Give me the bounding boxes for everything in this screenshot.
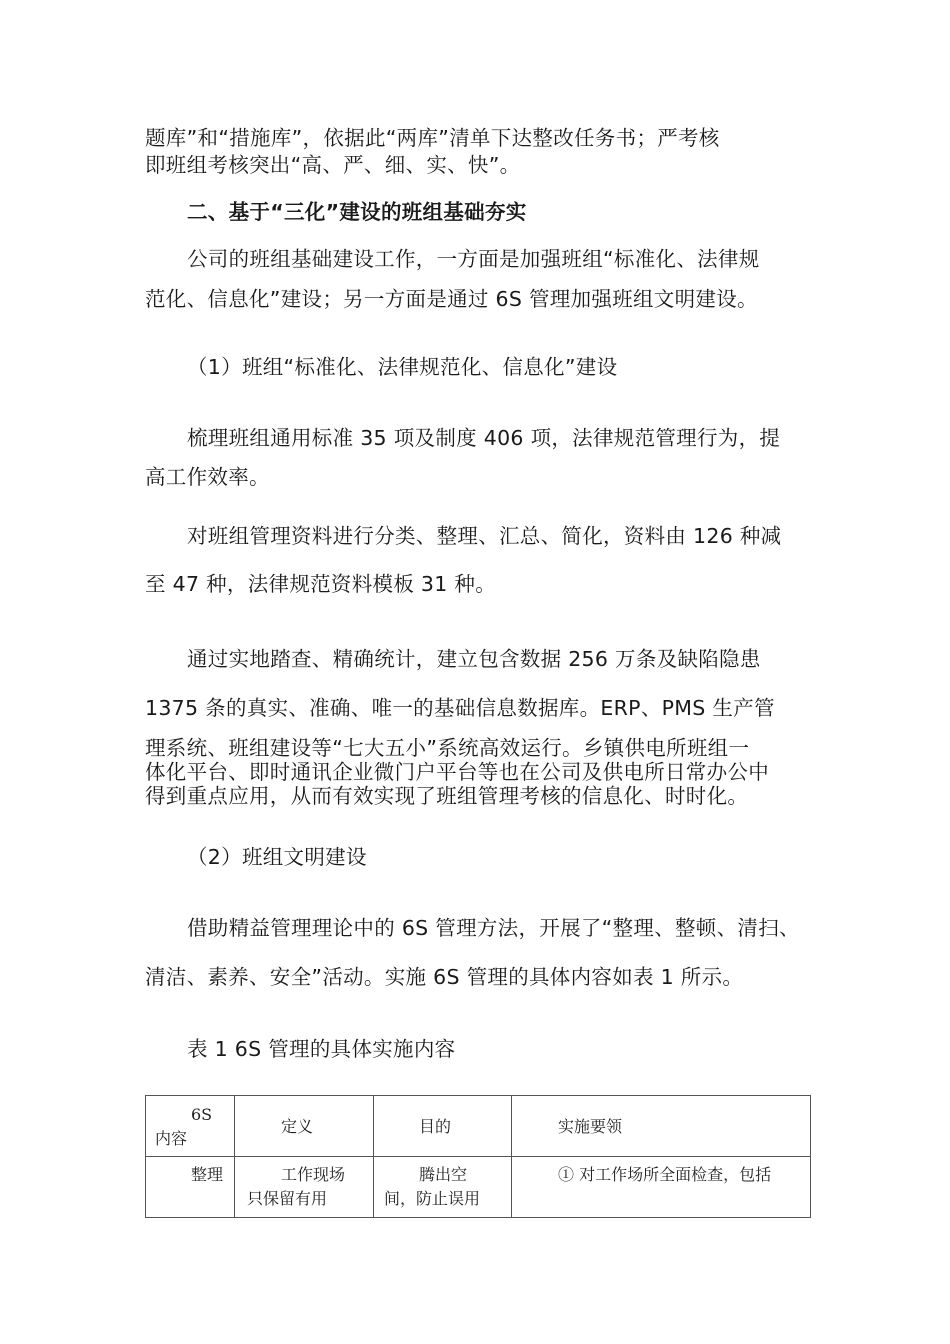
paragraph-line: 清洁、素养、安全”活动。实施 6S 管理的具体内容如表 1 所示。 <box>145 965 744 989</box>
table-cell: ① 对工作场所全面检查，包括 <box>512 1157 811 1218</box>
paragraph-line: 范化、信息化”建设；另一方面是通过 6S 管理加强班组文明建设。 <box>145 287 758 311</box>
table-header-cell: 实施要领 <box>512 1096 811 1157</box>
paragraph-line: 得到重点应用，从而有效实现了班组管理考核的信息化、时时化。 <box>145 784 749 808</box>
table-cell: 工作现场 只保留有用 <box>235 1157 374 1218</box>
table-header-cell: 目的 <box>374 1096 512 1157</box>
table-cell: 整理 <box>146 1157 235 1218</box>
subsection-heading: （1）班组“标准化、法律规范化、信息化”建设 <box>187 355 618 379</box>
paragraph-line: 梳理班组通用标准 35 项及制度 406 项，法律规范管理行为，提 <box>187 426 781 450</box>
table-row <box>146 1157 811 1218</box>
table-caption: 表 1 6S 管理的具体实施内容 <box>187 1037 456 1061</box>
paragraph-line: 至 47 种，法律规范资料模板 31 种。 <box>145 572 497 596</box>
table-header-cell: 定义 <box>235 1096 374 1157</box>
table-header-cell: 6S 内容 <box>146 1096 235 1157</box>
paragraph-line: 题库”和“措施库”，依据此“两库”清单下达整改任务书；严考核 <box>145 126 720 150</box>
paragraph-line: 理系统、班组建设等“七大五小”系统高效运行。乡镇供电所班组一 <box>145 736 750 760</box>
paragraph-line: 高工作效率。 <box>145 465 270 489</box>
paragraph-line: 对班组管理资料进行分类、整理、汇总、简化，资料由 126 种减 <box>187 524 782 548</box>
6s-table <box>145 1095 811 1218</box>
subsection-heading: （2）班组文明建设 <box>187 845 367 869</box>
table-header-row <box>146 1096 811 1157</box>
paragraph-line: 即班组考核突出“高、严、细、实、快”。 <box>145 153 521 177</box>
paragraph-line: 体化平台、即时通讯企业微门户平台等也在公司及供电所日常办公中 <box>145 760 769 784</box>
paragraph-line: 借助精益管理理论中的 6S 管理方法，开展了“整理、整顿、清扫、 <box>187 916 800 940</box>
section-heading: 二、基于“三化”建设的班组基础夯实 <box>187 200 527 224</box>
paragraph-line: 1375 条的真实、准确、唯一的基础信息数据库。ERP、PMS 生产管 <box>145 696 775 720</box>
table-cell: 腾出空 间，防止误用 <box>374 1157 512 1218</box>
paragraph-line: 公司的班组基础建设工作，一方面是加强班组“标准化、法律规 <box>187 247 760 271</box>
paragraph-line: 通过实地踏查、精确统计，建立包含数据 256 万条及缺陷隐患 <box>187 647 761 671</box>
